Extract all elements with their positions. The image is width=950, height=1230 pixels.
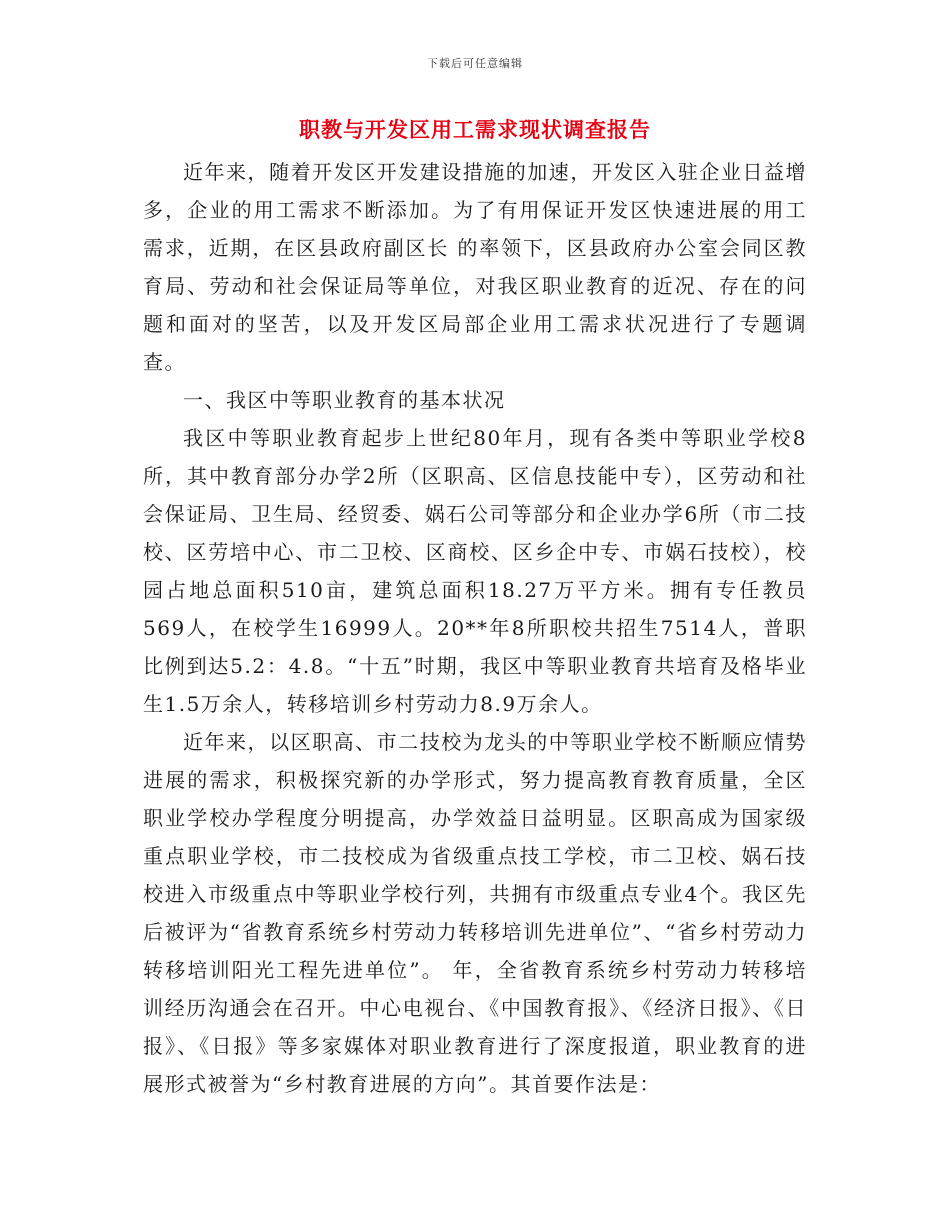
paragraph-recent-progress: 近年来，以区职高、市二技校为龙头的中等职业学校不断顺应情势进展的需求，积极探究新的办学形式，努力提高教育教育质量，全区职业学校办学程度分明提高，办学效益日益明显。区职高成为国家级重点职业学校，市二技校成为省级重点技工学校，市二卫校、娲石技校进入市级重点中等职业学校行列，共拥有市级重点专业4个。我区先后被评为“省教育系统乡村劳动力转移培训先进单位”、“省乡村劳动力转移培训阳光工程先进单位”。 年，全省教育系统乡村劳动力转移培训经历沟通会在召开。中心电视台、《中国教育报》、《经济日报》、《日报》、《日报》等多家媒体对职业教育进行了深度报道，职业教育的进展形式被誉为“乡村教育进展的方向”。其首要作法是： [143,730,807,1096]
header-note: 下载后可任意编辑 [427,57,523,70]
section-heading-1: 一、我区中等职业教育的基本状况 [183,388,506,412]
paragraph-intro: 近年来，随着开发区开发建设措施的加速，开发区入驻企业日益增多，企业的用工需求不断添加。为了有用保证开发区快速进展的用工需求，近期，在区县政府副区长 的率领下，区县政府办公室会同区教育局、劳动和社会保证局等单位，对我区职业教育的近况、存在的问题和面对的坚苦，以及开发区局部企业用工需求状况进行了专题调查。 [143,160,807,374]
document-body [143,153,807,1103]
document-title: 职教与开发区用工需求现状调查报告 [299,118,651,142]
paragraph-basic-status: 我区中等职业教育起步上世纪80年月，现有各类中等职业学校8所，其中教育部分办学2所（区职高、区信息技能中专），区劳动和社会保证局、卫生局、经贸委、娲石公司等部分和企业办学6所（市二技校、区劳培中心、市二卫校、区商校、区乡企中专、市娲石技校），校园占地总面积510亩，建筑总面积18.27万平方米。拥有专任教员569人，在校学生16999人。20**年8所职校共招生7514人，普职比例到达5.2：4.8。“十五”时期，我区中等职业教育共培育及格毕业生1.5万余人，转移培训乡村劳动力8.9万余人。 [143,426,807,716]
